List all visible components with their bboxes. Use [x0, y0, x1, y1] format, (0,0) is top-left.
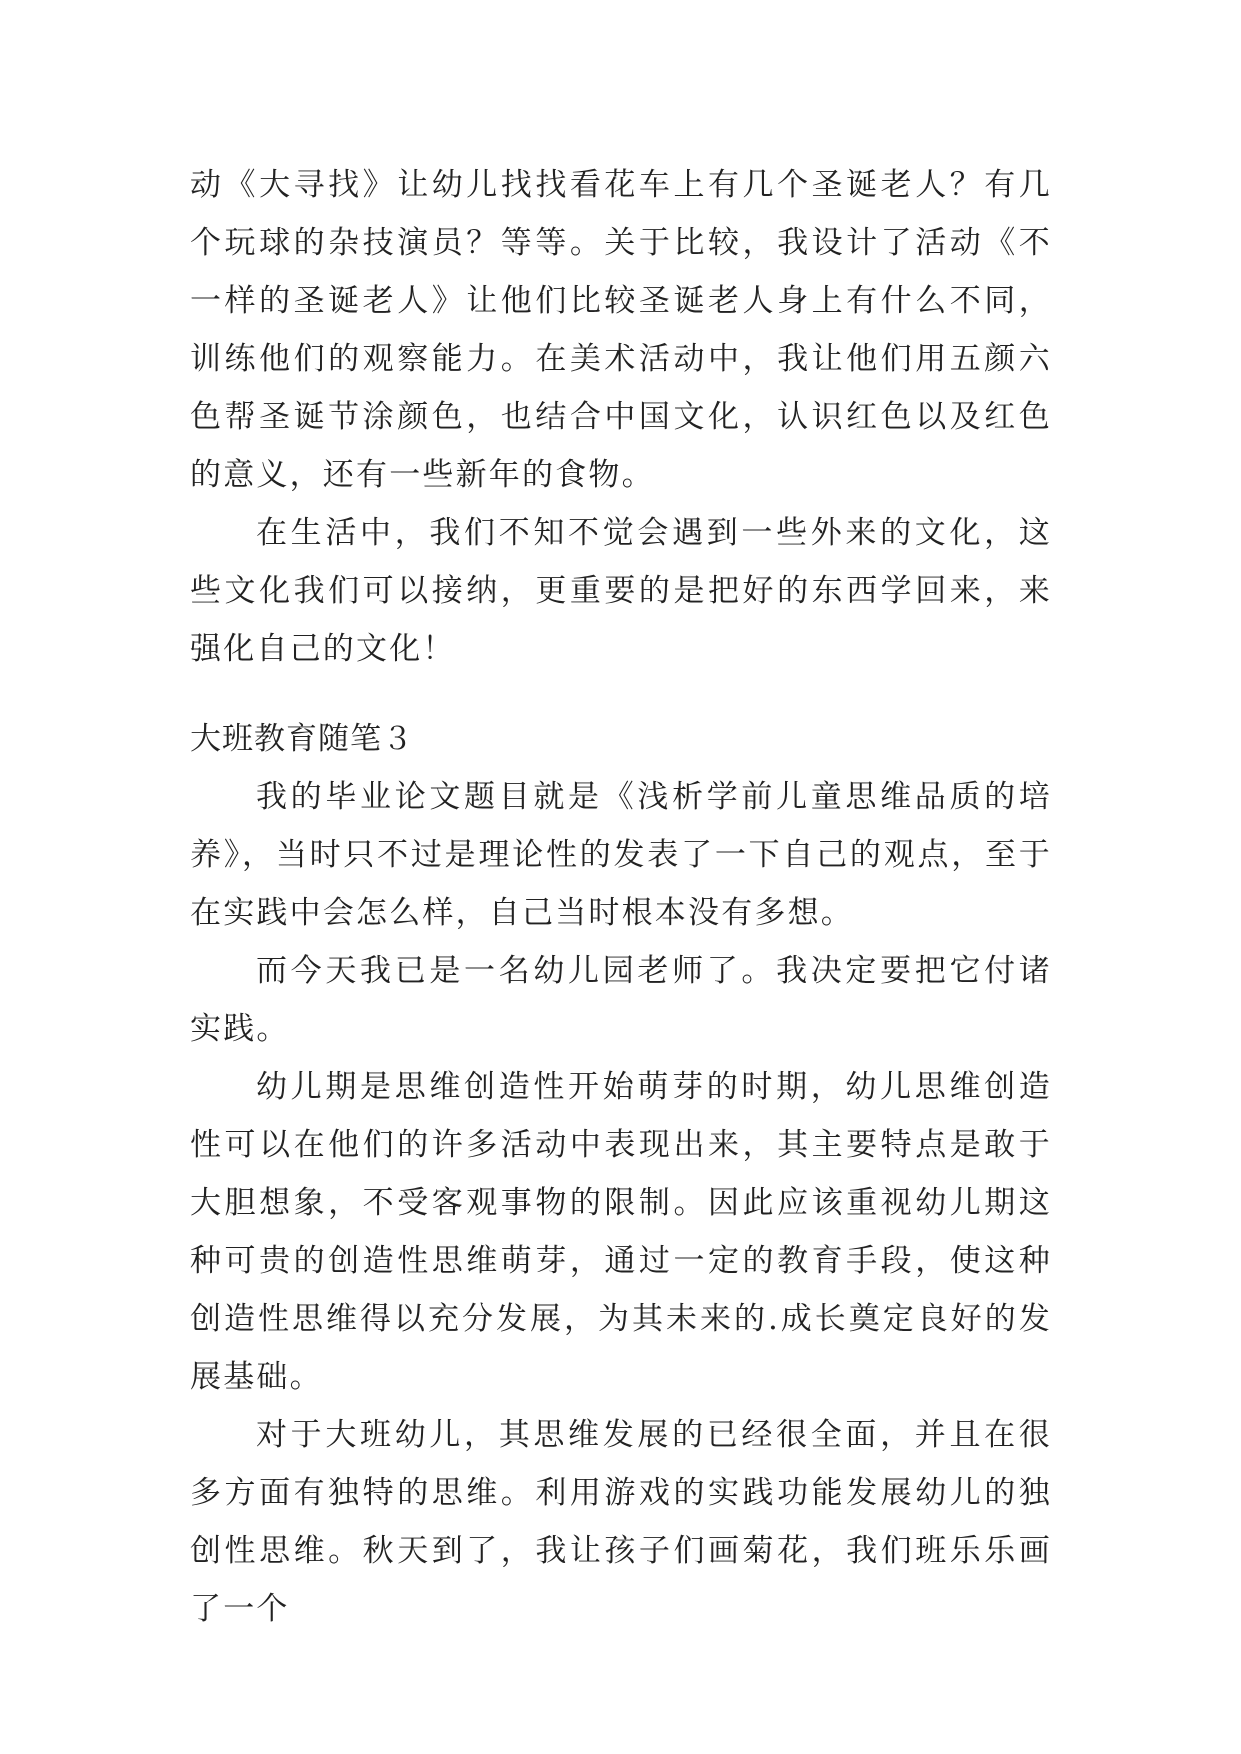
essay-section: [190, 710, 1052, 1638]
paragraph: 而今天我已是一名幼儿园老师了。我决定要把它付诸实践。: [190, 953, 1052, 1047]
continuation-text: [190, 156, 1052, 678]
section-title: 大班教育随笔３: [190, 721, 414, 757]
paragraph: 幼儿期是思维创造性开始萌芽的时期，幼儿思维创造性可以在他们的许多活动中表现出来，其主要特点是敢于大胆想象，不受客观事物的限制。因此应该重视幼儿期这种可贵的创造性思维萌芽，通过一定的教育手段，使这种创造性思维得以充分发展，为其未来的.成长奠定良好的发展基础。: [190, 1069, 1052, 1395]
paragraph: 动《大寻找》让幼儿找找看花车上有几个圣诞老人？有几个玩球的杂技演员？等等。关于比较，我设计了活动《不一样的圣诞老人》让他们比较圣诞老人身上有什么不同，训练他们的观察能力。在美术活动中，我让他们用五颜六色帮圣诞节涂颜色，也结合中国文化，认识红色以及红色的意义，还有一些新年的食物。: [190, 167, 1052, 493]
paragraph: 在生活中，我们不知不觉会遇到一些外来的文化，这些文化我们可以接纳，更重要的是把好的东西学回来，来强化自己的文化！: [190, 515, 1052, 667]
paragraph: 对于大班幼儿，其思维发展的已经很全面，并且在很多方面有独特的思维。利用游戏的实践功能发展幼儿的独创性思维。秋天到了，我让孩子们画菊花，我们班乐乐画了一个: [190, 1417, 1052, 1627]
paragraph: 我的毕业论文题目就是《浅析学前儿童思维品质的培养》，当时只不过是理论性的发表了一下自己的观点，至于在实践中会怎么样，自己当时根本没有多想。: [190, 779, 1052, 931]
